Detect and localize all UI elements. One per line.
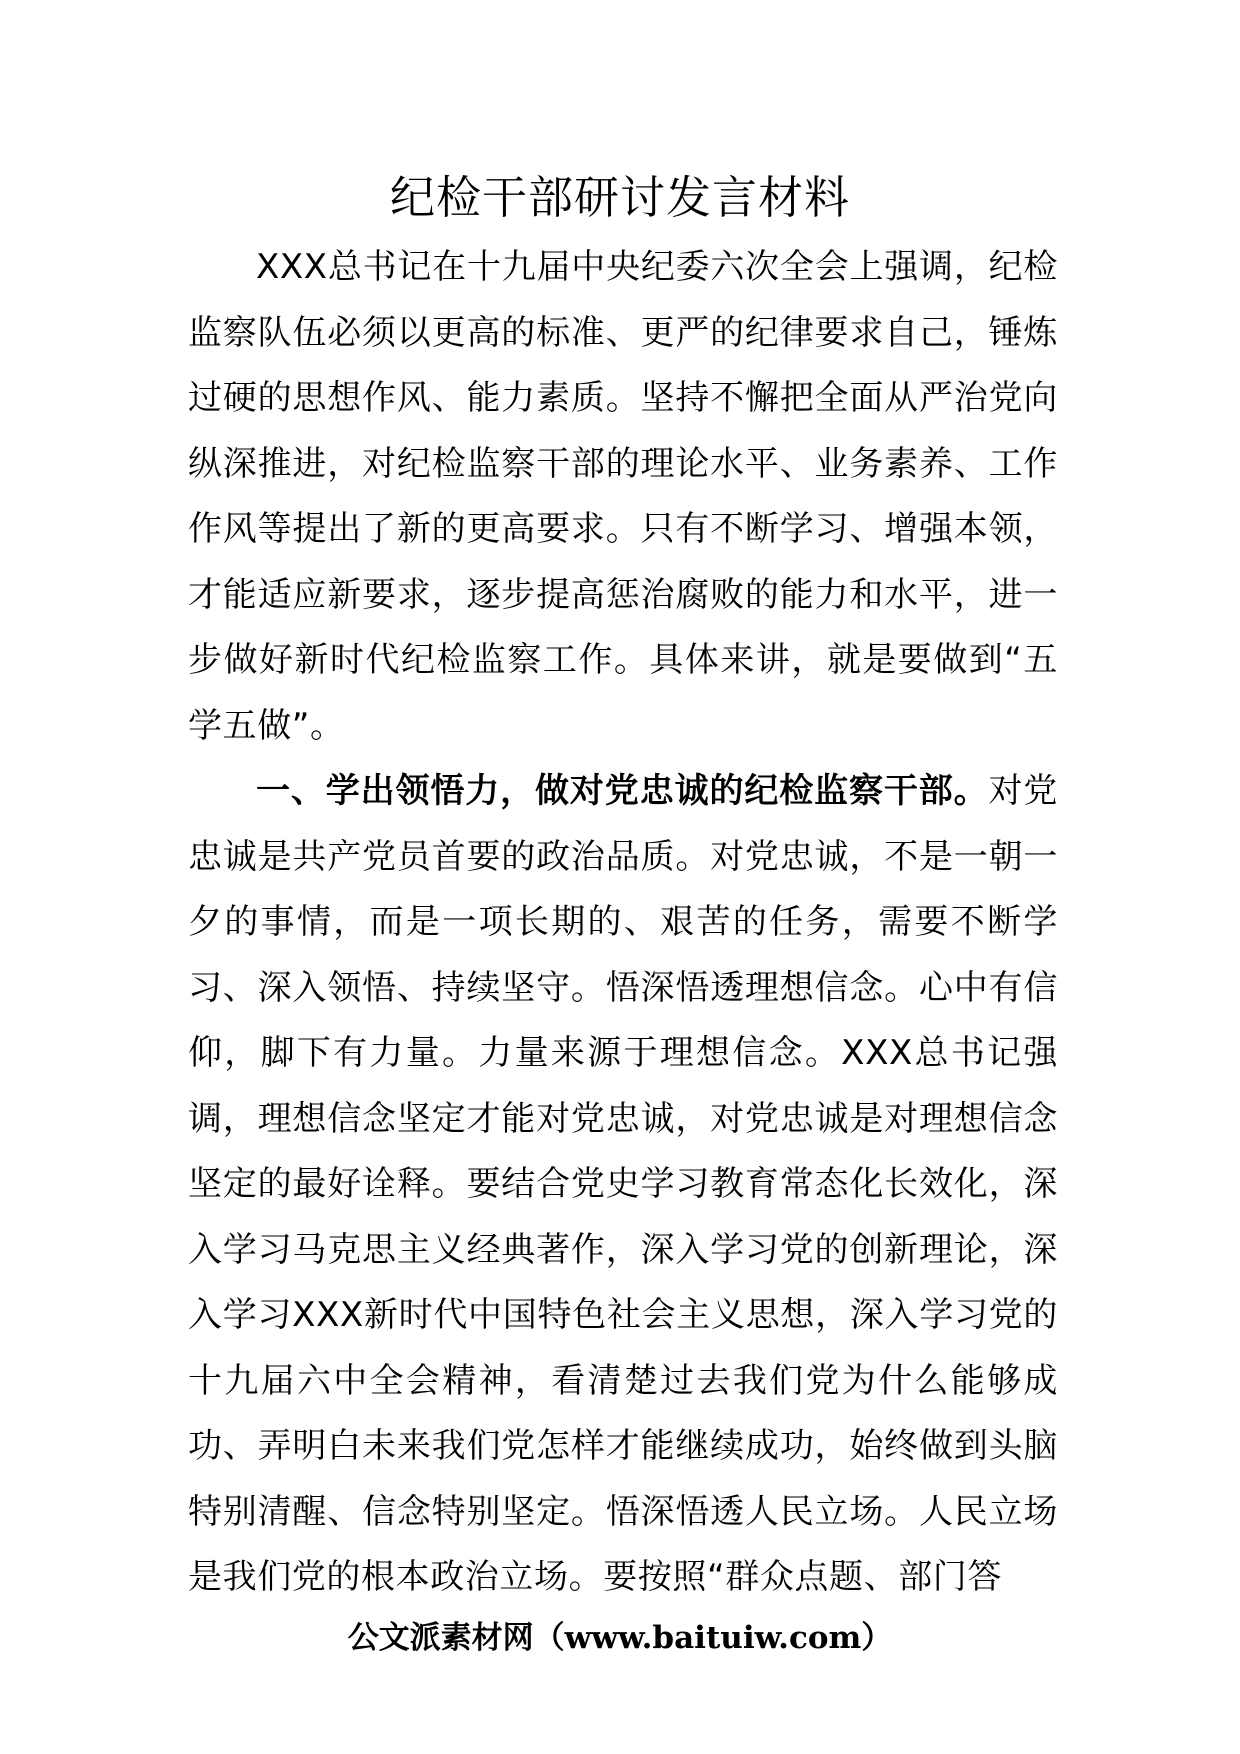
page-footer-watermark: 公文派素材网（www.baituiw.com） bbox=[347, 1620, 893, 1656]
paragraph-intro bbox=[188, 235, 1058, 759]
document-body bbox=[188, 235, 1058, 1611]
paragraph-section-one-text: 对党忠诚是共产党员首要的政治品质。对党忠诚，不是一朝一夕的事情，而是一项长期的、艰苦的任务，需要不断学习、深入领悟、持续坚守。悟深悟透理想信念。心中有信仰，脚下有力量。力量来源于理想信念。XXX总书记强调，理想信念坚定才能对党忠诚，对党忠诚是对理想信念坚定的最好诠释。要结合党史学习教育常态化长效化，深入学习马克思主义经典著作，深入学习党的创新理论，深入学习XXX新时代中国特色社会主义思想，深入学习党的十九届六中全会精神，看清楚过去我们党为什么能够成功、弄明白未来我们党怎样才能继续成功，始终做到头脑特别清醒、信念特别坚定。悟深悟透人民立场。人民立场是我们党的根本政治立场。要按照“群众点题、部门答 bbox=[188, 771, 1058, 1597]
paragraph-section-one bbox=[188, 759, 1058, 1611]
document-title: 纪检干部研讨发言材料 bbox=[389, 171, 850, 224]
section-one-heading: 一、学出领悟力，做对党忠诚的纪检监察干部。 bbox=[256, 771, 989, 811]
paragraph-intro-text: XXX总书记在十九届中央纪委六次全会上强调，纪检监察队伍必须以更高的标准、更严的纪律要求自己，锤炼过硬的思想作风、能力素质。坚持不懈把全面从严治党向纵深推进，对纪检监察干部的理论水平、业务素养、工作作风等提出了新的更高要求。只有不断学习、增强本领，才能适应新要求，逐步提高惩治腐败的能力和水平，进一步做好新时代纪检监察工作。具体来讲，就是要做到“五学五做”。 bbox=[188, 247, 1058, 746]
